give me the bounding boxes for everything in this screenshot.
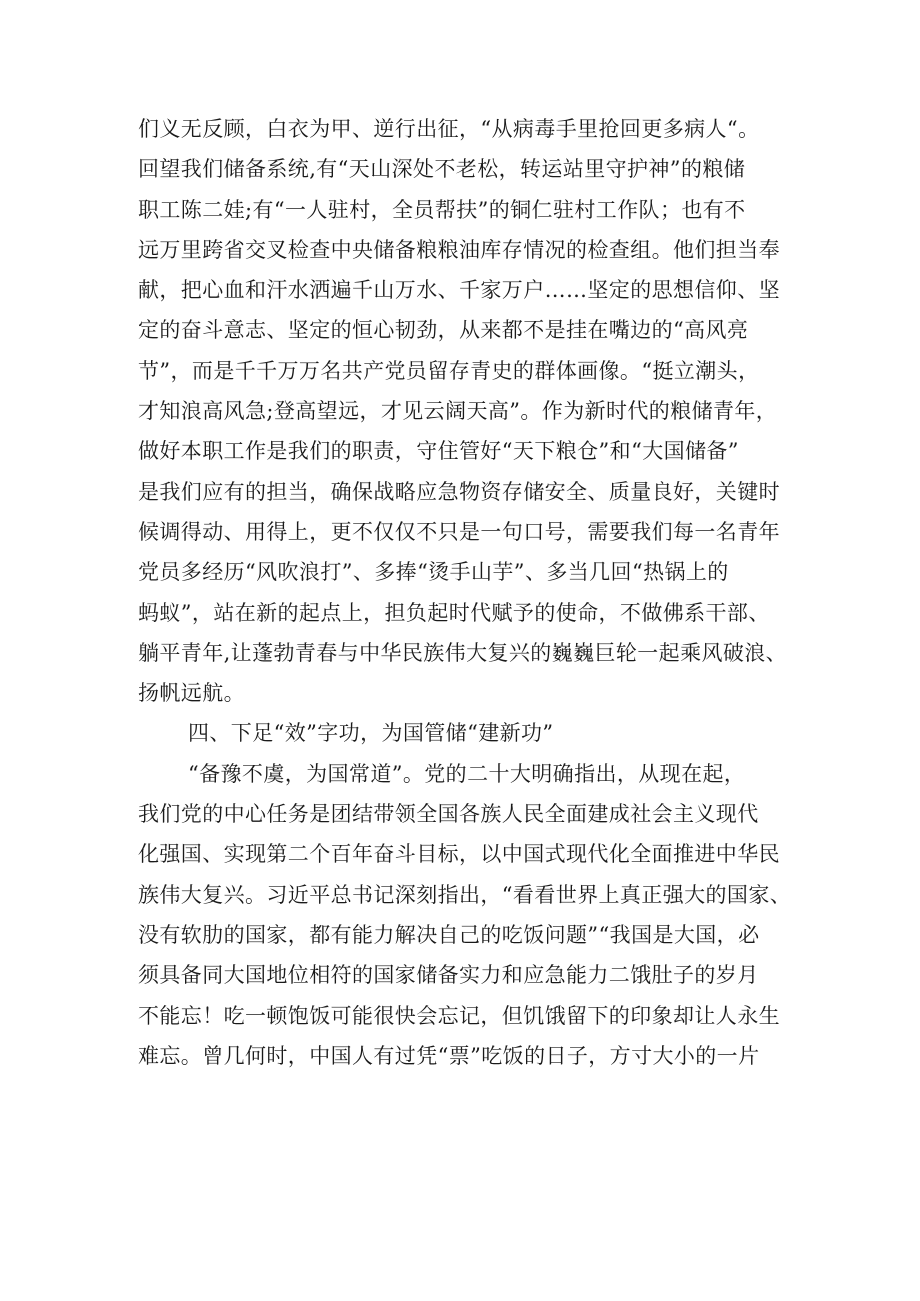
text-line: 们义无反顾，白衣为甲、逆行出征，“从病毒手里抢回更多病人“。 xyxy=(138,117,760,141)
text-line: 是我们应有的担当，确保战略应急物资存储安全、质量良好，关键时 xyxy=(138,479,780,504)
text-line: 扬帆远航。 xyxy=(138,681,245,706)
text-line: 献，把心血和汗水洒遍千山万水、千家万户……坚定的思想信仰、坚 xyxy=(138,278,780,303)
text-line: 须具备同大国地位相符的国家储备实力和应急能力二饿肚子的岁月 xyxy=(138,963,759,988)
section-heading: 四、下足“效”字功，为国管储“建新功” xyxy=(188,721,554,746)
text-line: 候调得动、用得上，更不仅仅不只是一句口号，需要我们每一名青年 xyxy=(138,519,780,544)
text-line: 回望我们储备系统,有“天山深处不老松，转运站里守护神”的粮储 xyxy=(138,157,746,182)
text-line: 族伟大复兴。习近平总书记深刻指出，“看看世界上真正强大的国家、 xyxy=(138,882,792,907)
text-line: 党员多经历“风吹浪打”、多捧“烫手山芋”、多当几回“热锅上的 xyxy=(138,560,729,585)
text-line: 我们党的中心任务是团结带领全国各族人民全面建成社会主义现代 xyxy=(138,802,759,827)
text-line: 化强国、实现第二个百年奋斗目标，以中国式现代化全面推进中华民 xyxy=(138,842,780,867)
text-line: 不能忘！吃一顿饱饭可能很快会忘记，但饥饿留下的印象却让人永生 xyxy=(138,1003,780,1028)
text-line: “备豫不虞，为国常道”。党的二十大明确指出，从现在起， xyxy=(188,761,746,786)
text-line: 职工陈二娃;有“一人驻村，全员帮扶”的铜仁驻村工作队；也有不 xyxy=(138,197,746,222)
text-line: 没有软肋的国家，都有能力解决自己的吃饭问题”“我国是大国，必 xyxy=(138,922,760,947)
text-line: 做好本职工作是我们的职责，守住管好“天下粮仓”和“大国储备” xyxy=(138,439,739,464)
body-text xyxy=(138,109,798,1076)
text-line: 蚂蚁”，站在新的起点上，担负起时代赋予的使命，不做佛系干部、 xyxy=(138,600,770,625)
text-line: 才知浪高风急;登高望远，才见云阔天高”。作为新时代的粮储青年， xyxy=(138,399,778,424)
text-line: 难忘。曾几何时，中国人有过凭“票”吃饭的日子，方寸大小的一片 xyxy=(138,1043,760,1068)
text-line: 节”，而是千千万万名共产党员留存青史的群体画像。“挺立潮头， xyxy=(138,358,760,383)
text-line: 远万里跨省交叉检查中央储备粮粮油库存情况的检查组。他们担当奉 xyxy=(138,237,780,262)
text-line: 定的奋斗意志、坚定的恒心韧劲，从来都不是挂在嘴边的“高风亮 xyxy=(138,318,749,343)
text-line: 躺平青年,让蓬勃青春与中华民族伟大复兴的巍巍巨轮一起乘风破浪、 xyxy=(138,640,788,665)
